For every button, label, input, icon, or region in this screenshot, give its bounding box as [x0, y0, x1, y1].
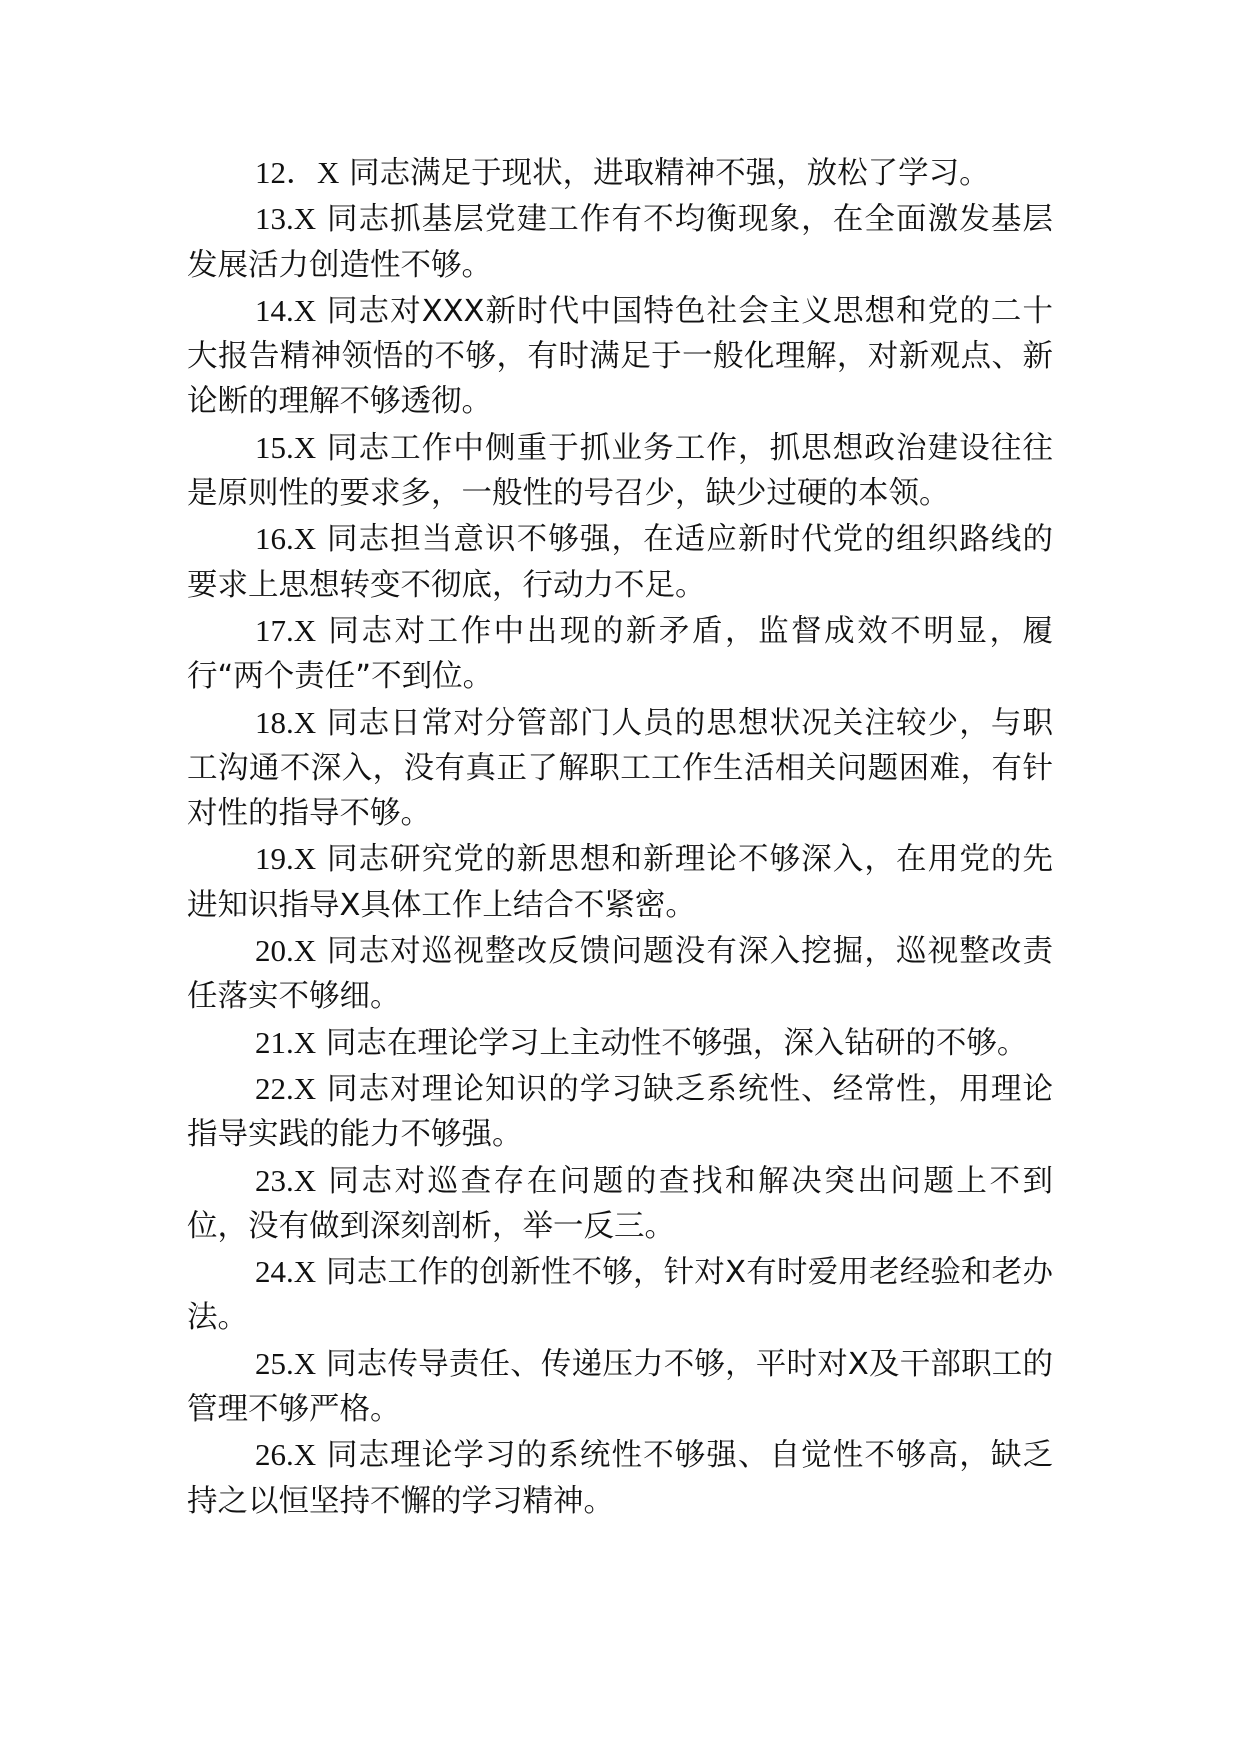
item-text: 同志担当意识不够强，在适应新时代党的组织路线的要求上思想转变不彻底，行动力不足。: [187, 522, 1053, 603]
item-text: 同志日常对分管部门人员的思想状况关注较少，与职工沟通不深入，没有真正了解职工工作生活相关问题困难，有针对性的指导不够。: [187, 705, 1053, 832]
paragraph-item-25: [187, 1341, 1053, 1433]
item-text: 同志传导责任、传递压力不够，平时对X及干部职工的管理不够严格。: [187, 1346, 1053, 1428]
paragraph-item-14: [187, 288, 1053, 425]
item-number: 22.X: [255, 1070, 317, 1106]
item-text: 同志对理论知识的学习缺乏系统性、经常性，用理论指导实践的能力不够强。: [187, 1071, 1053, 1153]
item-number: 18.X: [255, 704, 317, 740]
paragraph-item-15: [187, 425, 1053, 517]
item-number: 16.X: [255, 521, 317, 557]
item-number: 17.X: [255, 612, 317, 648]
item-number: 13.X: [255, 201, 317, 237]
item-text: 同志对巡视整改反馈问题没有深入挖掘，巡视整改责任落实不够细。: [187, 934, 1053, 1015]
paragraph-item-22: [187, 1066, 1053, 1158]
item-text: 同志工作的创新性不够，针对X有时爱用老经验和老办法。: [187, 1255, 1053, 1336]
paragraph-item-19: [187, 836, 1053, 928]
paragraph-item-23: [187, 1158, 1053, 1250]
paragraph-item-21: [187, 1020, 1053, 1066]
item-number: 24.X: [255, 1254, 317, 1290]
paragraph-item-26: [187, 1432, 1053, 1524]
item-text: 同志研究党的新思想和新理论不够深入，在用党的先进知识指导X具体工作上结合不紧密。: [187, 842, 1053, 923]
paragraph-item-18: [187, 700, 1053, 837]
paragraph-item-17: [187, 608, 1053, 700]
item-text: 同志对XXX新时代中国特色社会主义思想和党的二十大报告精神领悟的不够，有时满足于一般化理解，对新观点、新论断的理解不够透彻。: [187, 293, 1053, 420]
item-text: 同志在理论学习上主动性不够强，深入钻研的不够。: [325, 1025, 1028, 1061]
item-text: 同志对工作中出现的新矛盾，监督成效不明显，履行“两个责任”不到位。: [187, 613, 1053, 695]
item-number: 23.X: [255, 1162, 317, 1198]
item-number: 21.X: [255, 1024, 317, 1060]
paragraph-item-20: [187, 928, 1053, 1020]
item-text: 同志工作中侧重于抓业务工作，抓思想政治建设往往是原则性的要求多，一般性的号召少，缺少过硬的本领。: [187, 430, 1053, 512]
document-body: [187, 150, 1053, 1524]
item-number: 12．X: [255, 155, 340, 190]
paragraph-item-24: [187, 1249, 1053, 1341]
item-number: 15.X: [255, 429, 317, 465]
item-number: 14.X: [255, 292, 317, 328]
item-text: 同志理论学习的系统性不够强、自觉性不够高，缺乏持之以恒坚持不懈的学习精神。: [187, 1438, 1053, 1519]
item-number: 20.X: [255, 933, 317, 969]
item-text: 同志对巡查存在问题的查找和解决突出问题上不到位，没有做到深刻剖析，举一反三。: [187, 1163, 1053, 1244]
item-number: 19.X: [255, 841, 317, 877]
item-text: 同志满足于现状，进取精神不强，放松了学习。: [349, 156, 990, 191]
item-number: 26.X: [255, 1437, 317, 1473]
paragraph-item-12: [187, 150, 1053, 196]
paragraph-item-13: [187, 196, 1053, 288]
paragraph-item-16: [187, 516, 1053, 608]
item-text: 同志抓基层党建工作有不均衡现象，在全面激发基层发展活力创造性不够。: [187, 202, 1053, 283]
item-number: 25.X: [255, 1345, 317, 1381]
